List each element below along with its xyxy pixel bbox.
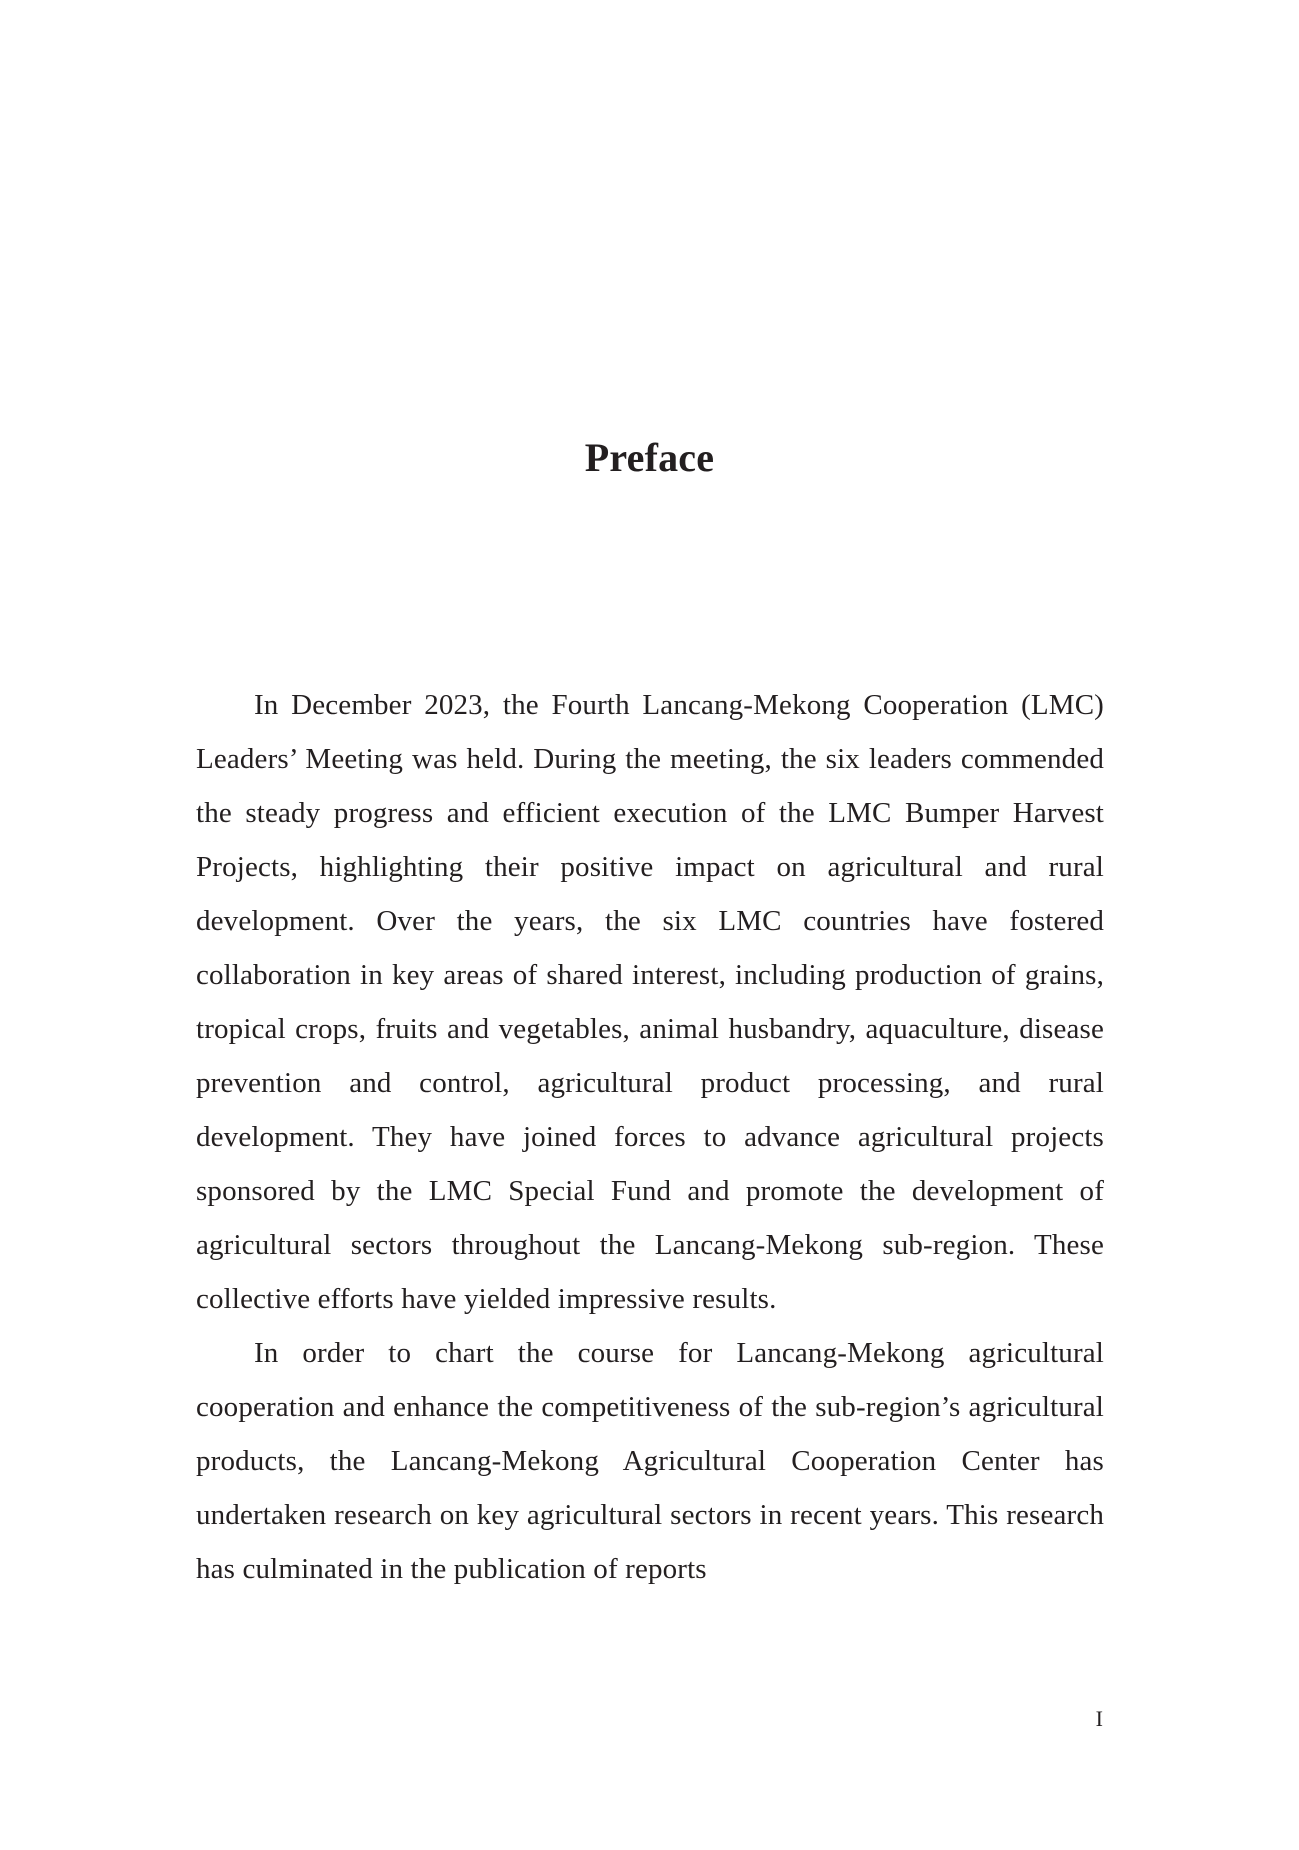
page-number: I xyxy=(1095,1706,1103,1731)
paragraph: In December 2023, the Fourth Lancang-Mekong Cooperation (LMC) Leaders’ Meeting was held. During the meeting, the six leaders commended the steady progress and efficient execution of the LMC Bumper Harvest Projects, highlighting their positive impact on agricultural and rural development. Over the years, the six LMC countries have fostered collaboration in key areas of shared interest, including production of grains, tropical crops, fruits and vegetables, animal husbandry, aquaculture, disease prevention and control, agricultural product processing, and rural development. They have joined forces to advance agricultural projects sponsored by the LMC Special Fund and promote the development of agricultural sectors throughout the Lancang-Mekong sub-region. These collective efforts have yielded impressive results. xyxy=(196,689,1104,1315)
page-title: Preface xyxy=(584,435,715,480)
preface-body xyxy=(196,678,1104,1596)
paragraph: In order to chart the course for Lancang-Mekong agricultural cooperation and enhance the competitiveness of the sub-region’s agricultural products, the Lancang-Mekong Agricultural Cooperation Center has undertaken research on key agricultural sectors in recent years. This research has culminated in the publication of reports xyxy=(196,1337,1104,1585)
